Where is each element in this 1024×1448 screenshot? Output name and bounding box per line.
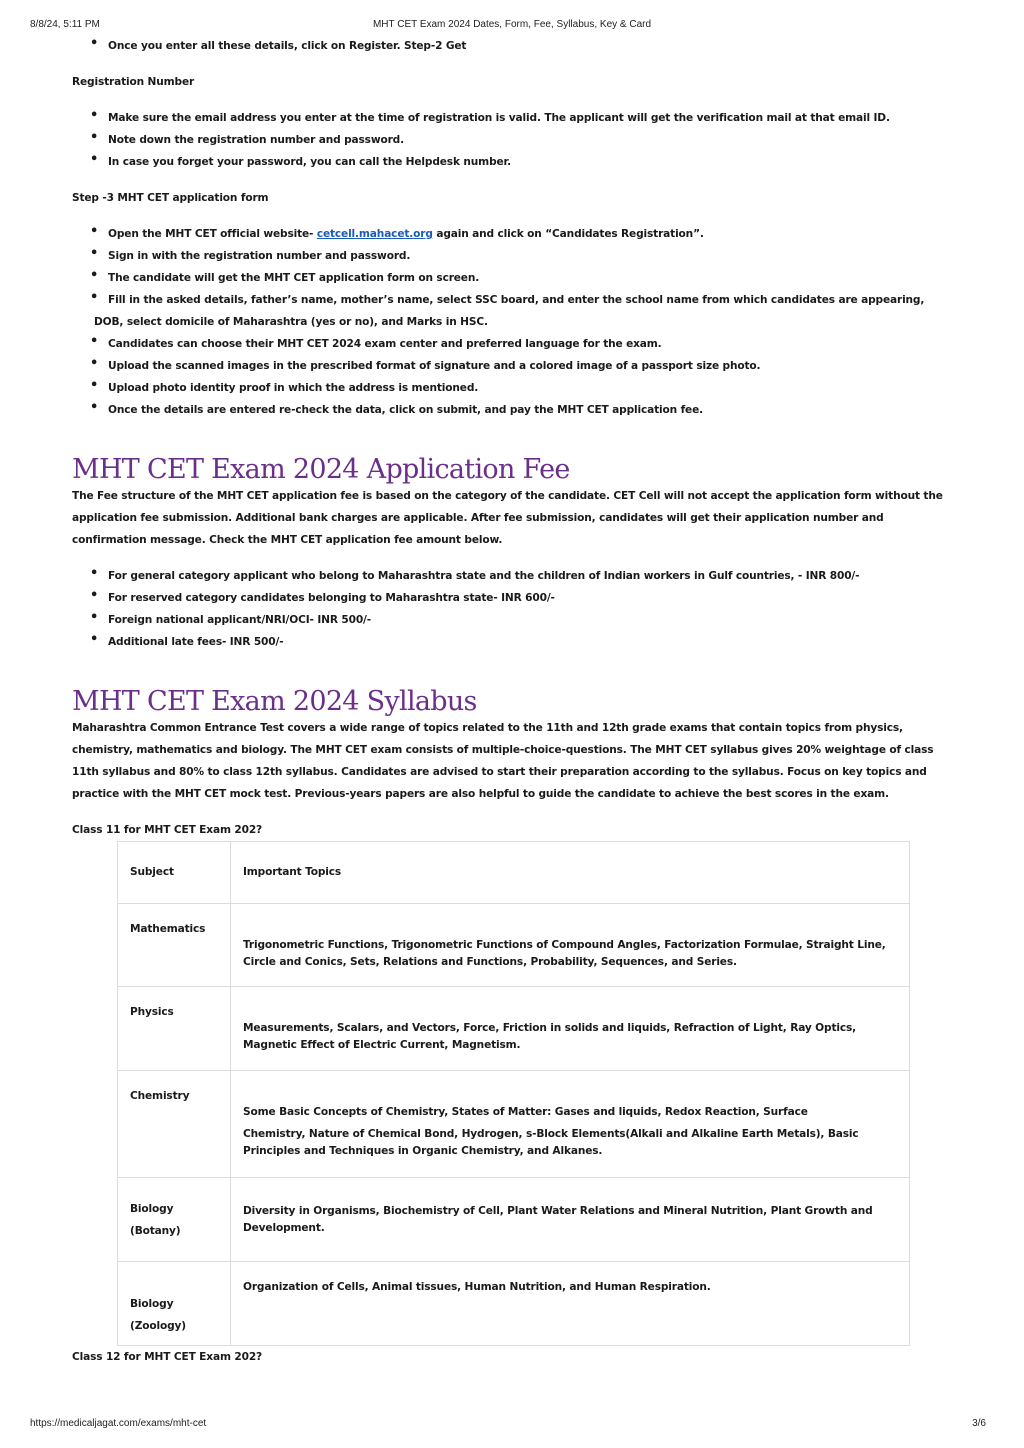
- table-row: [118, 1071, 910, 1178]
- header-subject: Subject: [118, 842, 231, 904]
- top-bullet-list: [72, 35, 950, 57]
- list-item: • For general category applicant who belong to Maharashtra state and the children of Indian workers in Gulf countries, - INR 800/-: [90, 566, 860, 582]
- table-row: [118, 1178, 910, 1262]
- topics-cell: Diversity in Organisms, Biochemistry of Cell, Plant Water Relations and Mineral Nutrition, Plant Growth and Development.: [231, 1178, 910, 1262]
- registration-number-label: Registration Number: [72, 76, 195, 88]
- subject-cell: Mathematics: [118, 904, 231, 987]
- topics-cell: Some Basic Concepts of Chemistry, States of Matter: Gases and liquids, Redox Reaction, Surface Chemistry, Nature of Chemical Bond, Hydrogen, s-Block Elements(Alkali and Alkaline Earth Metals), Basic Principles and Techniques in Organic Chemistry, and Alkanes.: [231, 1071, 910, 1178]
- fee-bullet-list: [72, 565, 950, 653]
- bullet-icon: •: [90, 378, 99, 393]
- list-item: • In case you forget your password, you can call the Helpdesk number.: [90, 152, 511, 168]
- fee-heading: MHT CET Exam 2024 Application Fee: [72, 454, 570, 485]
- print-page-title: MHT CET Exam 2024 Dates, Form, Fee, Syllabus, Key & Card: [372, 19, 652, 30]
- list-item: • Once the details are entered re-check the data, click on submit, and pay the MHT CET application fee.: [90, 400, 703, 416]
- list-item: • Additional late fees- INR 500/-: [90, 632, 284, 648]
- bullet-icon: •: [90, 130, 99, 145]
- topics-cell: Trigonometric Functions, Trigonometric Functions of Compound Angles, Factorization Formulae, Straight Line, Circle and Conics, Sets, Relations and Functions, Probability, Sequences, and Series.: [231, 904, 910, 987]
- print-datetime: 8/8/24, 5:11 PM: [30, 19, 100, 30]
- list-item: • Open the MHT CET official website- cetcell.mahacet.org again and click on “Candidates Registration”.: [90, 224, 704, 240]
- bullet-icon: •: [90, 36, 99, 51]
- header-topics: Important Topics: [231, 842, 910, 904]
- bullet-icon: •: [90, 334, 99, 349]
- bullet-icon: •: [90, 632, 99, 647]
- print-url: https://medicaljagat.com/exams/mht-cet: [30, 1418, 207, 1429]
- article-content: [72, 33, 950, 1368]
- topics-cell: Organization of Cells, Animal tissues, Human Nutrition, and Human Respiration.: [231, 1262, 910, 1346]
- table-header-row: [118, 842, 910, 904]
- official-website-link[interactable]: cetcell.mahacet.org: [316, 228, 433, 240]
- registration-bullet-list: [72, 107, 950, 173]
- table-row: [118, 987, 910, 1071]
- class11-label: Class 11 for MHT CET Exam 202?: [72, 824, 263, 836]
- bullet-icon: •: [90, 152, 99, 167]
- subject-cell: Chemistry: [118, 1071, 231, 1178]
- bullet-icon: •: [90, 224, 99, 239]
- bullet-icon: •: [90, 588, 99, 603]
- subject-cell: Biology (Botany): [118, 1178, 231, 1262]
- list-item: • Note down the registration number and password.: [90, 130, 404, 146]
- list-item: • Sign in with the registration number and password.: [90, 246, 411, 262]
- bullet-icon: •: [90, 290, 99, 305]
- list-item: • For reserved category candidates belonging to Maharashtra state- INR 600/-: [90, 588, 555, 604]
- syllabus-table: [117, 841, 910, 1346]
- subject-cell: Biology (Zoology): [118, 1262, 231, 1346]
- bullet-icon: •: [90, 108, 99, 123]
- list-item: • Upload photo identity proof in which the address is mentioned.: [90, 378, 479, 394]
- bullet-icon: •: [90, 268, 99, 283]
- fee-intro: The Fee structure of the MHT CET application fee is based on the category of the candidate. CET Cell will not accept the application form without the application fee submission. Additional bank charges are applicable. After fee submission, candidates will get their application number and confirmation message. Check the MHT CET application fee amount below.: [72, 490, 943, 546]
- subject-cell: Physics: [118, 987, 231, 1071]
- list-item: • The candidate will get the MHT CET application form on screen.: [90, 268, 480, 284]
- list-item: • Fill in the asked details, father’s name, mother’s name, select SSC board, and enter the school name from which candidates are appearing, DOB, select domicile of Maharashtra (yes or no), and Marks in HSC.: [90, 290, 925, 328]
- bullet-icon: •: [90, 566, 99, 581]
- step3-bullet-list: [72, 223, 950, 421]
- print-footer: [30, 1418, 986, 1432]
- list-item: • Candidates can choose their MHT CET 2024 exam center and preferred language for the exam.: [90, 334, 662, 350]
- list-item: • Make sure the email address you enter at the time of registration is valid. The applicant will get the verification mail at that email ID.: [90, 108, 890, 124]
- syllabus-intro: Maharashtra Common Entrance Test covers a wide range of topics related to the 11th and 12th grade exams that contain topics from physics, chemistry, mathematics and biology. The MHT CET exam consists of multiple-choice-questions. The MHT CET syllabus gives 20% weightage of class 11th syllabus and 80% to class 12th syllabus. Candidates are advised to start their preparation according to the syllabus. Focus on key topics and practice with the MHT CET mock test. Previous-years papers are also helpful to guide the candidate to achieve the best scores in the exam.: [72, 722, 934, 800]
- bullet-icon: •: [90, 610, 99, 625]
- table-row: [118, 904, 910, 987]
- list-item: • Once you enter all these details, click on Register. Step-2 Get: [90, 36, 467, 52]
- print-header: [30, 19, 994, 33]
- list-item: • Upload the scanned images in the prescribed format of signature and a colored image of a passport size photo.: [90, 356, 761, 372]
- bullet-icon: •: [90, 356, 99, 371]
- topics-cell: Measurements, Scalars, and Vectors, Force, Friction in solids and liquids, Refraction of Light, Ray Optics, Magnetic Effect of Electric Current, Magnetism.: [231, 987, 910, 1071]
- step3-label: Step -3 MHT CET application form: [72, 192, 269, 204]
- class12-label: Class 12 for MHT CET Exam 202?: [72, 1351, 263, 1363]
- syllabus-heading: MHT CET Exam 2024 Syllabus: [72, 686, 477, 717]
- page-number: 3/6: [972, 1418, 986, 1429]
- table-row: [118, 1262, 910, 1346]
- bullet-icon: •: [90, 246, 99, 261]
- bullet-icon: •: [90, 400, 99, 415]
- list-item: • Foreign national applicant/NRI/OCI- INR 500/-: [90, 610, 372, 626]
